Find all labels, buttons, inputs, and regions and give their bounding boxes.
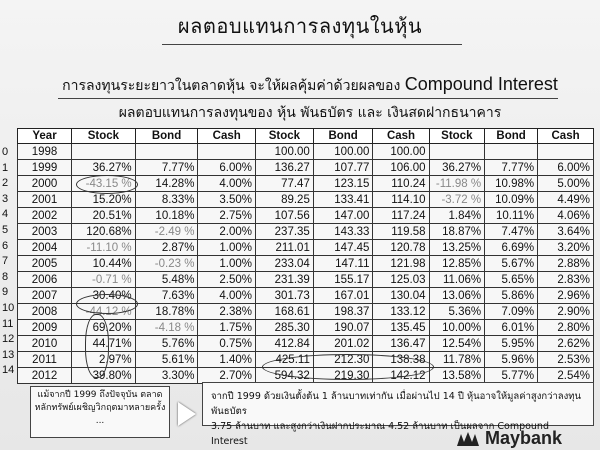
table-cell: 142.12 bbox=[373, 368, 429, 384]
table-cell: 117.24 bbox=[373, 208, 429, 224]
table-row bbox=[18, 160, 594, 176]
circle-mark-2000-stock bbox=[76, 175, 138, 194]
row-index: 9 bbox=[2, 286, 9, 299]
table-cell: 1.00% bbox=[198, 240, 256, 256]
column-header: Cash bbox=[198, 129, 256, 144]
table-cell: 2.90% bbox=[538, 304, 594, 320]
table-header-row bbox=[18, 129, 594, 144]
table-row bbox=[18, 224, 594, 240]
table-cell: 4.00% bbox=[198, 288, 256, 304]
table-cell: 1.75% bbox=[198, 320, 256, 336]
table-cell: 2.80% bbox=[538, 320, 594, 336]
table-cell: 5.96% bbox=[485, 352, 538, 368]
table-cell: 231.39 bbox=[255, 272, 313, 288]
table-cell: 133.41 bbox=[313, 192, 373, 208]
table-cell: 5.65% bbox=[485, 272, 538, 288]
table-cell: 147.00 bbox=[313, 208, 373, 224]
table-cell: 11.78% bbox=[429, 352, 485, 368]
table-cell: -44.12 % bbox=[72, 304, 136, 320]
table-cell bbox=[72, 144, 136, 160]
table-row bbox=[18, 240, 594, 256]
arrow-right-icon bbox=[178, 402, 196, 426]
table-cell: 2000 bbox=[18, 176, 72, 192]
table-cell: 7.09% bbox=[485, 304, 538, 320]
table-cell: 211.01 bbox=[255, 240, 313, 256]
note-left-line: ... bbox=[95, 416, 105, 426]
column-header: Bond bbox=[485, 129, 538, 144]
table-cell: 20.51% bbox=[72, 208, 136, 224]
table-cell: 5.36% bbox=[429, 304, 485, 320]
table-cell: 2.53% bbox=[538, 352, 594, 368]
table-cell: 201.02 bbox=[313, 336, 373, 352]
table-cell: 138.38 bbox=[373, 352, 429, 368]
column-header: Stock bbox=[429, 129, 485, 144]
row-index: 1 bbox=[2, 161, 9, 174]
table-row bbox=[18, 208, 594, 224]
table-cell: 0.75% bbox=[198, 336, 256, 352]
table-cell: 12.85% bbox=[429, 256, 485, 272]
table-cell: 4.49% bbox=[538, 192, 594, 208]
column-header: Stock bbox=[72, 129, 136, 144]
note-left-line: แม้จากปี 1999 ถึงปัจจุบัน ตลาด bbox=[37, 390, 163, 400]
table-cell: 136.27 bbox=[255, 160, 313, 176]
table-cell: 594.32 bbox=[255, 368, 313, 384]
table-cell: 39.80% bbox=[72, 368, 136, 384]
table-cell: 133.12 bbox=[373, 304, 429, 320]
table-cell: 10.09% bbox=[485, 192, 538, 208]
table-cell: 13.25% bbox=[429, 240, 485, 256]
table-cell: 2010 bbox=[18, 336, 72, 352]
table-cell: 6.69% bbox=[485, 240, 538, 256]
title-underline bbox=[162, 44, 462, 45]
row-index: 0 bbox=[2, 146, 9, 158]
table-cell: 1999 bbox=[18, 160, 72, 176]
row-index: 11 bbox=[2, 317, 14, 330]
table-cell: 285.30 bbox=[255, 320, 313, 336]
maybank-logo bbox=[455, 428, 562, 449]
page-title: ผลตอบแทนการลงทุนในหุ้น bbox=[177, 14, 423, 38]
table-cell: 100.00 bbox=[373, 144, 429, 160]
table-cell: -3.72 % bbox=[429, 192, 485, 208]
note-right-line: 3.75 ล้านบาท และสูงกว่าเงินฝากประมาณ 4.52 ล้านบาท เป็นผลจาก Compound Interest bbox=[211, 421, 549, 447]
table-cell: 123.15 bbox=[313, 176, 373, 192]
table-caption: ผลตอบแทนการลงทุนของ หุ้น พันธบัตร และ เงินสดฝากธนาคาร bbox=[118, 105, 502, 121]
table-cell: 1.40% bbox=[198, 352, 256, 368]
row-index: 7 bbox=[2, 255, 9, 268]
table-cell: 190.07 bbox=[313, 320, 373, 336]
table-cell: 7.47% bbox=[485, 224, 538, 240]
table-cell: -0.71 % bbox=[72, 272, 136, 288]
row-index: 2 bbox=[2, 177, 9, 190]
table-cell: 5.77% bbox=[485, 368, 538, 384]
table-cell: 2.54% bbox=[538, 368, 594, 384]
table-cell: 5.95% bbox=[485, 336, 538, 352]
table-cell: 2011 bbox=[18, 352, 72, 368]
table-cell: 106.00 bbox=[373, 160, 429, 176]
table-cell: 6.00% bbox=[538, 160, 594, 176]
table-cell: 168.61 bbox=[255, 304, 313, 320]
table-cell: 69.20% bbox=[72, 320, 136, 336]
table-cell: 143.33 bbox=[313, 224, 373, 240]
table-cell: 147.45 bbox=[313, 240, 373, 256]
circle-mark-stock-column bbox=[85, 314, 109, 378]
table-cell: 130.04 bbox=[373, 288, 429, 304]
table-cell: 120.68% bbox=[72, 224, 136, 240]
column-header: Stock bbox=[255, 129, 313, 144]
tiger-logo-icon bbox=[455, 430, 481, 448]
table-cell: 3.50% bbox=[198, 192, 256, 208]
table-cell: 5.48% bbox=[135, 272, 198, 288]
table-cell: 77.47 bbox=[255, 176, 313, 192]
table-cell: 89.25 bbox=[255, 192, 313, 208]
column-header: Bond bbox=[135, 129, 198, 144]
table-cell bbox=[485, 144, 538, 160]
table-cell: -11.98 % bbox=[429, 176, 485, 192]
row-index: 14 bbox=[2, 364, 15, 377]
column-header: Cash bbox=[373, 129, 429, 144]
table-cell: 212.30 bbox=[313, 352, 373, 368]
table-cell: 18.87% bbox=[429, 224, 485, 240]
table-cell: 6.00% bbox=[198, 160, 256, 176]
table-cell: 121.98 bbox=[373, 256, 429, 272]
table-cell: 15.20% bbox=[72, 192, 136, 208]
table-cell: 1.00% bbox=[198, 256, 256, 272]
table-cell: 2002 bbox=[18, 208, 72, 224]
table-cell: 8.33% bbox=[135, 192, 198, 208]
row-index: 13 bbox=[2, 348, 15, 361]
table-cell: 2.70% bbox=[198, 368, 256, 384]
table-cell: 10.11% bbox=[485, 208, 538, 224]
table-cell: 2.97% bbox=[72, 352, 136, 368]
table-cell: 7.77% bbox=[485, 160, 538, 176]
table-cell: 30.40% bbox=[72, 288, 136, 304]
table-cell: 125.03 bbox=[373, 272, 429, 288]
table-cell bbox=[429, 144, 485, 160]
table-cell: 100.00 bbox=[313, 144, 373, 160]
table-cell: 2007 bbox=[18, 288, 72, 304]
table-cell: 2.75% bbox=[198, 208, 256, 224]
table-cell: 167.01 bbox=[313, 288, 373, 304]
note-left-line: หลักทรัพย์เผชิญวิกฤตมาหลายครั้ง bbox=[34, 403, 166, 413]
table-cell: 5.86% bbox=[485, 288, 538, 304]
row-index: 5 bbox=[2, 224, 9, 236]
table-cell: -11.10 % bbox=[72, 240, 136, 256]
table-cell: 3.64% bbox=[538, 224, 594, 240]
table-cell: 2.38% bbox=[198, 304, 256, 320]
table-cell: 13.58% bbox=[429, 368, 485, 384]
table-cell: 425.11 bbox=[255, 352, 313, 368]
table-cell: 5.67% bbox=[485, 256, 538, 272]
column-header: Year bbox=[18, 129, 72, 144]
table-cell: 2006 bbox=[18, 272, 72, 288]
row-index: 10 bbox=[2, 302, 15, 314]
table-cell: 5.76% bbox=[135, 336, 198, 352]
table-cell: 2.83% bbox=[538, 272, 594, 288]
table-cell: 3.20% bbox=[538, 240, 594, 256]
table-cell: 412.84 bbox=[255, 336, 313, 352]
table-cell: 2.88% bbox=[538, 256, 594, 272]
table-cell: 2004 bbox=[18, 240, 72, 256]
note-left bbox=[30, 386, 170, 438]
table-cell: 237.35 bbox=[255, 224, 313, 240]
table-cell: 119.58 bbox=[373, 224, 429, 240]
table-cell: 2005 bbox=[18, 256, 72, 272]
logo-text: Maybank bbox=[485, 428, 563, 448]
table-cell: 13.06% bbox=[429, 288, 485, 304]
row-index: 12 bbox=[2, 333, 15, 346]
table-cell: 44.71% bbox=[72, 336, 136, 352]
subtitle-underline bbox=[58, 98, 558, 99]
table-cell: 155.17 bbox=[313, 272, 373, 288]
table-cell: 2.50% bbox=[198, 272, 256, 288]
table-cell: 5.61% bbox=[135, 352, 198, 368]
table-cell: 136.47 bbox=[373, 336, 429, 352]
table-cell bbox=[198, 144, 256, 160]
table-cell: 110.24 bbox=[373, 176, 429, 192]
table-cell: 2.96% bbox=[538, 288, 594, 304]
table-cell: 301.73 bbox=[255, 288, 313, 304]
table-cell: 198.37 bbox=[313, 304, 373, 320]
table-cell: 2.87% bbox=[135, 240, 198, 256]
table-cell: 12.54% bbox=[429, 336, 485, 352]
table-cell: -43.15 % bbox=[72, 176, 136, 192]
table-cell: -2.49 % bbox=[135, 224, 198, 240]
subtitle-english: Compound Interest bbox=[404, 74, 558, 94]
table-cell: 100.00 bbox=[255, 144, 313, 160]
table-cell: 14.28% bbox=[135, 176, 198, 192]
table-cell: 233.04 bbox=[255, 256, 313, 272]
table-cell: 36.27% bbox=[429, 160, 485, 176]
table-cell: -0.23 % bbox=[135, 256, 198, 272]
table-cell bbox=[538, 144, 594, 160]
table-cell: 1998 bbox=[18, 144, 72, 160]
row-index: 6 bbox=[2, 239, 9, 252]
row-index: 8 bbox=[2, 270, 9, 283]
subtitle-thai: การลงทุนระยะยาวในตลาดหุ้น จะให้ผลคุ้มค่าด้วยผลของ bbox=[62, 78, 401, 94]
table-row bbox=[18, 272, 594, 288]
note-right-line: จากปี 1999 ด้วยเงินตั้งต้น 1 ล้านบาทเท่ากัน เมื่อผ่านไป 14 ปี หุ้นอาจให้มูลค่าสูงกว่าลงทุนพันธบัตร bbox=[211, 391, 581, 417]
table-cell: 10.00% bbox=[429, 320, 485, 336]
table-cell: 6.01% bbox=[485, 320, 538, 336]
circle-mark-2008-stock bbox=[76, 294, 138, 314]
table-cell: -4.18 % bbox=[135, 320, 198, 336]
table-cell: 2001 bbox=[18, 192, 72, 208]
table-row bbox=[18, 144, 594, 160]
table-cell: 2012 bbox=[18, 368, 72, 384]
table-cell: 135.45 bbox=[373, 320, 429, 336]
table-cell: 114.10 bbox=[373, 192, 429, 208]
table-cell: 107.77 bbox=[313, 160, 373, 176]
row-index: 4 bbox=[2, 208, 9, 221]
table-cell: 36.27% bbox=[72, 160, 136, 176]
table-cell: 2003 bbox=[18, 224, 72, 240]
circle-mark-final-values bbox=[262, 354, 434, 380]
table-cell: 1.84% bbox=[429, 208, 485, 224]
table-cell: 2009 bbox=[18, 320, 72, 336]
table-cell: 7.77% bbox=[135, 160, 198, 176]
table-cell: 2.00% bbox=[198, 224, 256, 240]
table-cell: 18.78% bbox=[135, 304, 198, 320]
table-row bbox=[18, 256, 594, 272]
subtitle bbox=[30, 74, 590, 97]
table-cell: 11.06% bbox=[429, 272, 485, 288]
table-cell bbox=[135, 144, 198, 160]
table-cell: 219.30 bbox=[313, 368, 373, 384]
table-cell: 120.78 bbox=[373, 240, 429, 256]
table-cell: 10.18% bbox=[135, 208, 198, 224]
table-cell: 4.06% bbox=[538, 208, 594, 224]
column-header: Cash bbox=[538, 129, 594, 144]
table-cell: 7.63% bbox=[135, 288, 198, 304]
table-cell: 3.30% bbox=[135, 368, 198, 384]
table-cell: 2.62% bbox=[538, 336, 594, 352]
table-cell: 107.56 bbox=[255, 208, 313, 224]
table-cell: 147.11 bbox=[313, 256, 373, 272]
table-cell: 10.98% bbox=[485, 176, 538, 192]
row-index: 3 bbox=[2, 192, 9, 205]
column-header: Bond bbox=[313, 129, 373, 144]
table-cell: 2008 bbox=[18, 304, 72, 320]
table-cell: 10.44% bbox=[72, 256, 136, 272]
table-cell: 5.00% bbox=[538, 176, 594, 192]
table-cell: 4.00% bbox=[198, 176, 256, 192]
